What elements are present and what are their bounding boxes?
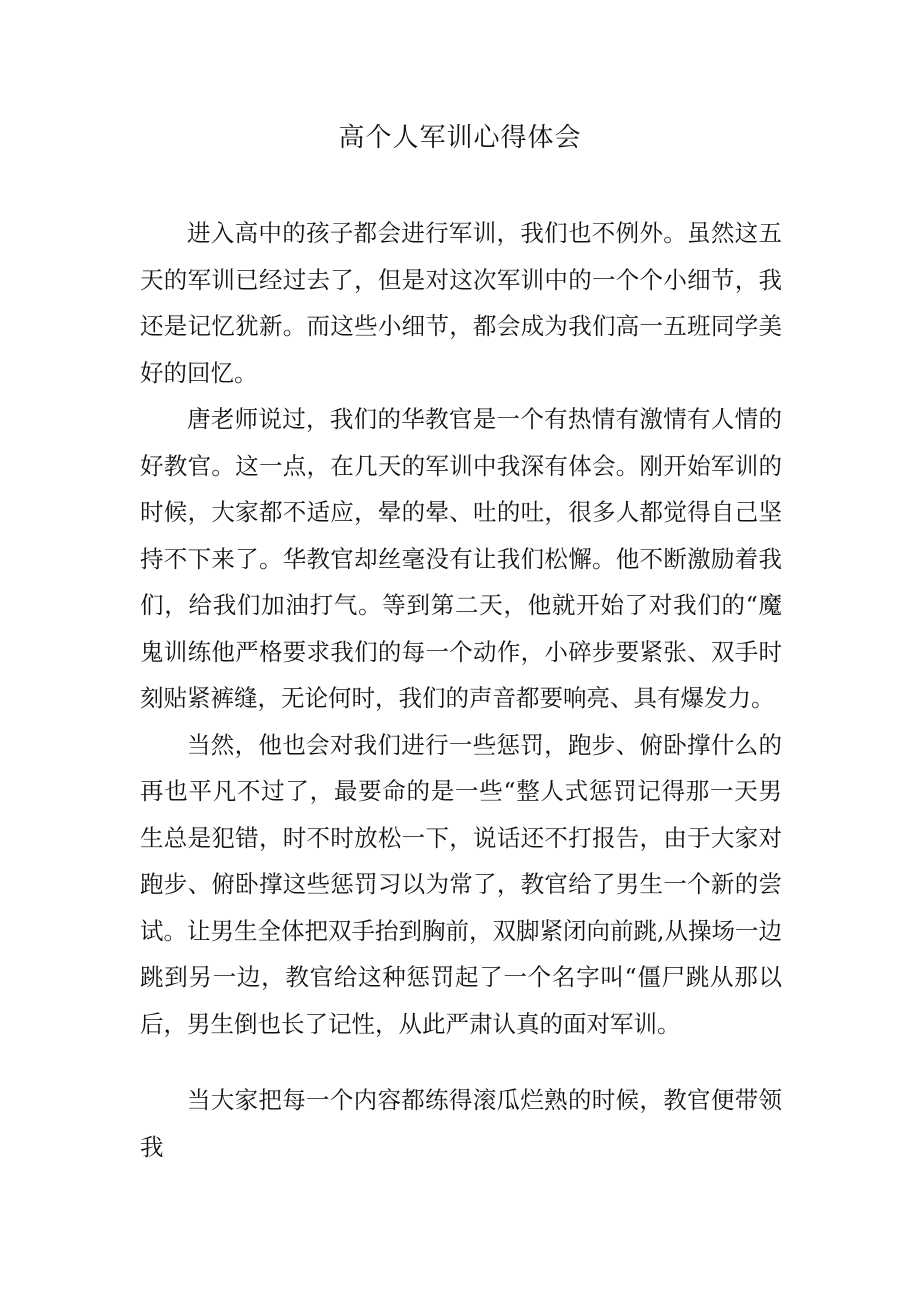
document-title: 高个人军训心得体会: [338, 123, 582, 153]
paragraph: 进入高中的孩子都会进行军训，我们也不例外。虽然这五天的军训已经过去了，但是对这次军训中的一个个小细节，我还是记忆犹新。而这些小细节，都会成为我们高一五班同学美好的回忆。: [140, 219, 782, 387]
paragraph: 唐老师说过，我们的华教官是一个有热情有激情有人情的好教官。这一点，在几天的军训中我深有体会。刚开始军训的时候，大家都不适应，晕的晕、吐的吐，很多人都觉得自己坚持不下来了。华教官却丝毫没有让我们松懈。他不断激励着我们，给我们加油打气。等到第二天，他就开始了对我们的“魔鬼训练他严格要求我们的每一个动作，小碎步要紧张、双手时刻贴紧裤缝，无论何时，我们的声音都要响亮、具有爆发力。: [140, 405, 782, 712]
paragraph: 当大家把每一个内容都练得滚瓜烂熟的时候，教官便带领我: [140, 1086, 782, 1161]
document-body: [140, 210, 782, 1170]
paragraph: 当然，他也会对我们进行一些惩罚，跑步、俯卧撑什么的再也平凡不过了，最要命的是一些“整人式惩罚记得那一天男生总是犯错，时不时放松一下，说话还不打报告，由于大家对跑步、俯卧撑这些惩罚习以为常了，教官给了男生一个新的尝试。让男生全体把双手抬到胸前，双脚紧闭向前跳,从操场一边跳到另一边，教官给这种惩罚起了一个名字叫“僵尸跳从那以后，男生倒也长了记性，从此严肃认真的面对军训。: [140, 730, 782, 1038]
